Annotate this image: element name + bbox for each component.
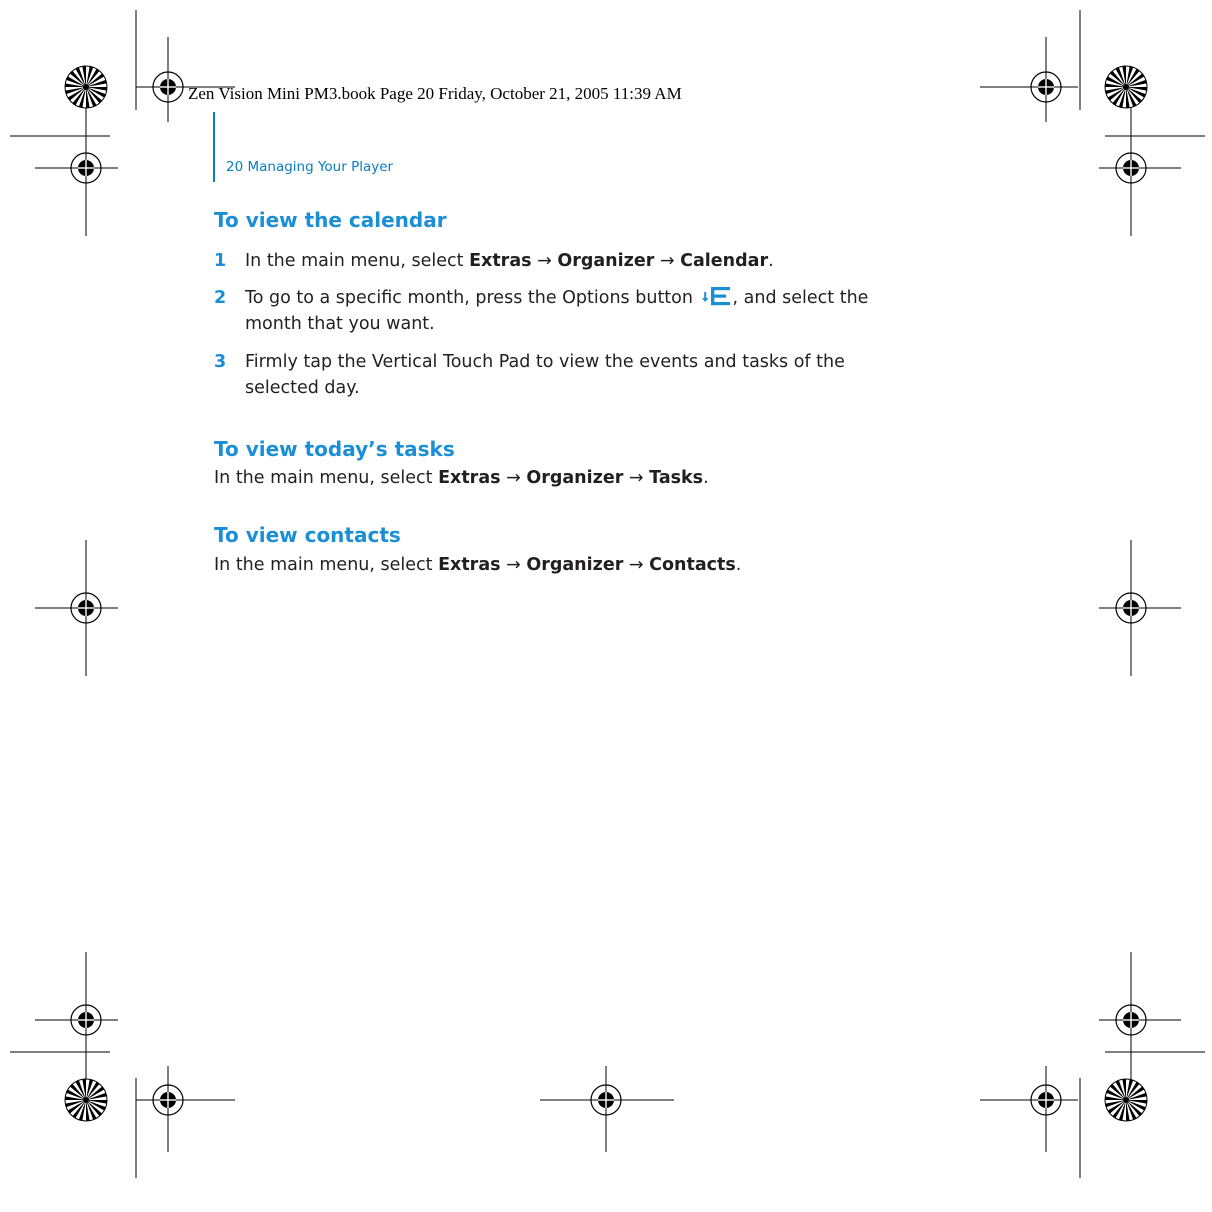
text: In the main menu, select (245, 251, 470, 271)
heading-view-tasks: To view today’s tasks (214, 437, 455, 461)
arrow: → (654, 251, 681, 271)
text: In the main menu, select (214, 555, 439, 575)
step-number: 1 (214, 251, 227, 271)
menu-tasks: Tasks (649, 468, 704, 488)
text: . (703, 468, 709, 488)
arrow: → (500, 555, 527, 575)
step-text (245, 349, 945, 401)
menu-calendar: Calendar (680, 251, 769, 271)
step-text (245, 248, 945, 274)
book-slug-line: Zen Vision Mini PM3.book Page 20 Friday, October 21, 2005 11:39 AM (188, 84, 682, 103)
arrow: → (623, 468, 650, 488)
text: , and select the (732, 288, 869, 308)
text: . (735, 555, 742, 575)
menu-organizer: Organizer (526, 468, 624, 488)
text: . (768, 251, 774, 271)
menu-organizer: Organizer (526, 555, 624, 575)
starburst-target (65, 66, 107, 108)
text: selected day. (245, 378, 360, 398)
text: In the main menu, select (214, 468, 439, 488)
text: Firmly tap the Vertical Touch Pad to view the events and tasks of the (245, 352, 845, 372)
running-head: 20 Managing Your Player (226, 159, 394, 175)
step-number: 3 (214, 352, 227, 372)
options-button-icon (701, 286, 731, 306)
menu-organizer: Organizer (557, 251, 655, 271)
step-number: 2 (214, 288, 227, 308)
heading-view-calendar: To view the calendar (214, 208, 447, 232)
text: month that you want. (245, 314, 435, 334)
step-text (245, 285, 945, 337)
menu-contacts: Contacts (649, 555, 736, 575)
text: To go to a specific month, press the Options button (245, 288, 699, 308)
arrow: → (500, 468, 527, 488)
starburst-target (1105, 1079, 1147, 1121)
heading-view-contacts: To view contacts (214, 523, 401, 547)
arrow: → (623, 555, 650, 575)
menu-extras: Extras (438, 555, 501, 575)
menu-extras: Extras (438, 468, 501, 488)
arrow: → (531, 251, 558, 271)
starburst-target (1105, 66, 1147, 108)
starburst-target (65, 1079, 107, 1121)
menu-extras: Extras (469, 251, 532, 271)
contacts-instruction (214, 552, 741, 578)
tasks-instruction (214, 465, 709, 491)
